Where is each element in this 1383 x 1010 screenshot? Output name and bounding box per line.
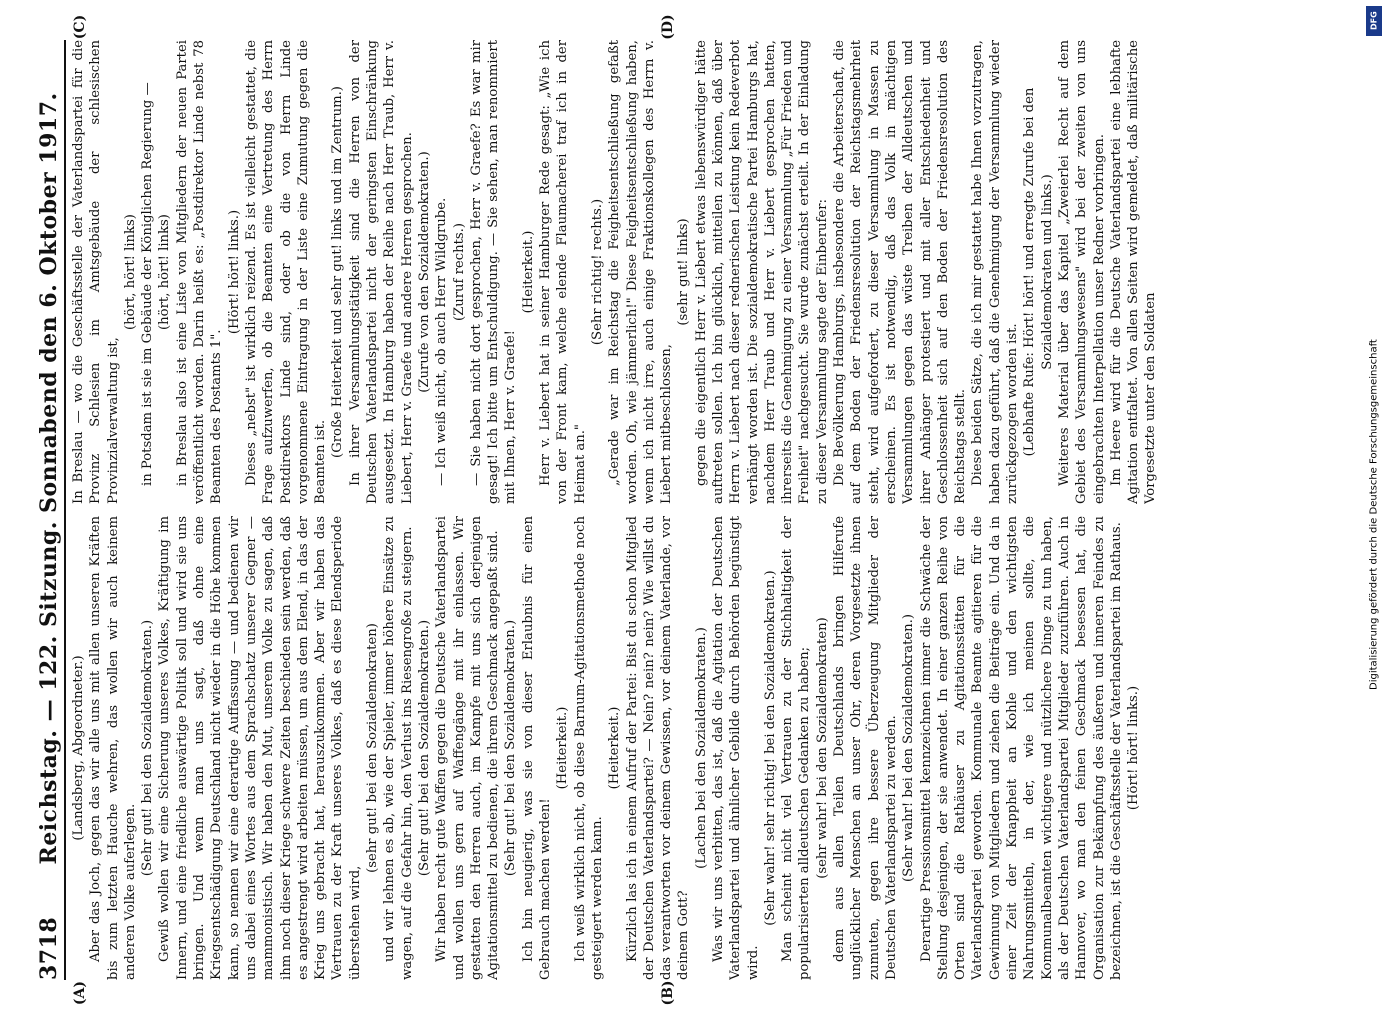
- paragraph: in Breslau also ist eine Liste von Mitgliedern der neuen Partei veröffentlicht worden. Darin heißt es: „Postdirektor Linde nebst 78 Beamten des Postamts 1".: [174, 40, 225, 504]
- paragraph: (Heiterkeit.): [555, 706, 571, 790]
- paragraph: (hört, hört! links): [122, 214, 138, 330]
- paragraph: (sehr gut! links): [676, 218, 692, 326]
- paragraph: (Sehr gut! bei den Sozialdemokraten.): [503, 619, 519, 877]
- paragraph: (Lachen bei den Sozialdemokraten.): [693, 627, 709, 869]
- paragraph: (Heiterkeit.): [607, 706, 623, 790]
- paragraph: Ich bin neugierig, was sie von dieser Erlaubnis für einen Gebrauch machen werden!: [520, 516, 554, 980]
- paragraph: Diese beiden Sätze, die ich mir gestattet habe Ihnen vorzutragen, haben dazu geführt, daß die Genehmigung der Versammlung wieder zurückgezogen worden ist.: [970, 40, 1021, 504]
- paragraph: (Zurufe von den Sozialdemokraten.): [416, 151, 432, 393]
- digitization-credit: Digitalisierung gefördert durch die Deutsche Forschungsgemeinschaft: [1368, 339, 1380, 691]
- margin-mark-d: (D): [660, 14, 676, 40]
- paragraph: — Ich weiß nicht, ob auch Herr Wildgrube.: [434, 197, 450, 486]
- right-column: [70, 40, 1340, 504]
- paragraph: (hört, hört! links): [157, 214, 173, 330]
- paragraph: Weiteres Material über das Kapitel „Zweierlei Recht auf dem Gebiet des Versammlungswesens" wird bei der zweiten von uns eingebrachten Interpellation unser Redner vorbringen.: [1056, 40, 1107, 504]
- paragraph: (Zuruf rechts.): [451, 222, 467, 322]
- paragraph: Aber das Joch, gegen das wir alle uns mit allen unseren Kräften bis zum letzten Hauche wehren, das wollen wir auch keinem anderen Volke auferlegen.: [88, 516, 138, 980]
- paragraph: Die Bevölkerung Hamburgs, insbesondere die Arbeiterschaft, die auf dem Boden der Friedensresolution der Reichstagsmehrheit steht, wird aufgefordert, zu dieser Versammlung in Massen zu erscheinen. Es ist notwendig, daß das Volk in mächtigen Versammlungen gegen das wüste Treiben der Alldeutschen und ihrer Anhänger protestiert und mit aller Entschiedenheit und Geschlossenheit sich auf den Boden der Friedensresolution des Reichstags stellt.: [832, 40, 969, 504]
- paragraph: (Sehr wahr! sehr richtig! bei den Sozialdemokraten.): [762, 570, 778, 926]
- paragraph: (Heiterkeit.): [520, 230, 536, 314]
- paragraph: Was wir uns verbitten, das ist, daß die Agitation der Deutschen Vaterlandspartei und ähnlicher Gebilde durch Behörden begünstigt wird.: [710, 516, 761, 980]
- paragraph: (Sehr gut! bei den Sozialdemokraten.): [140, 619, 156, 877]
- paragraph: (Sehr wahr! bei den Sozialdemokraten.): [901, 614, 917, 882]
- paragraph: Ich weiß wirklich nicht, ob diese Barnum-Agitationsmethode noch gesteigert werden kann.: [572, 516, 605, 980]
- margin-mark-b: (B): [660, 980, 676, 1006]
- paragraph: Gewiß wollen wir eine Sicherung unseres Volkes, Kräftigung im Innern, und eine friedliche auswärtige Politik soll und wird sie uns bringen. Und wenn man uns sagt, daß ohne eine Kriegsentschädigung Deutschland nicht wieder in die Höhe kommen kann, so nennen wir eine derartige Auffassung — und bedienen wir uns dabei eines Wortes aus dem Sprachschatz unserer Gegner — mammonistisch. Wir haben den Mut, unserem Volke zu sagen, daß ihm noch dieser Kriege schwere Zeiten beschieden sein werden, daß es angestrengt wird arbeiten müssen, um aus dem Elend, in das der Krieg uns gebracht hat, herauszukommen. Aber wir haben das Vertrauen zu der Kraft unseres Volkes, daß es diese Elendsperiode überstehen wird,: [157, 516, 363, 980]
- paragraph: Derartige Pressionsmittel kennzeichnen immer die Schwäche der Stellung desjenigen, der sie anwendet. In einer ganzen Reihe von Orten sind die Rathäuser zu Agitationsstätten für die Vaterlandspartei geworden. Kommunale Beamte agitieren für die Gewinnung von Mitgliedern und ziehen die Beiträge ein. Und da in einer Zeit der Knappheit an Kohle und den wichtigsten Nahrungsmitteln, in der, wie ich meinen sollte, die Kommunalbeamten wichtigere und nützlichere Dinge zu tun haben, als der Deutschen Vaterlandspartei Mitglieder zuzuführen. Auch in Hannover, wo man den feinen Geschmack besessen hat, die Organisation zur Bekämpfung des äußeren und inneren Feindes zu bezeichnen, ist die Geschäftsstelle der Vaterlandspartei im Rathaus.: [918, 516, 1124, 980]
- page-title: Reichstag. — 122. Sitzung. Sonnabend den 6. Oktober 1917.: [36, 92, 62, 865]
- paragraph: (Sehr richtig! rechts.): [589, 198, 605, 346]
- paragraph: denn aus allen Teilen Deutschlands bringen Hilferufe unglücklicher Menschen an unser Ohr, deren Vorgesetzte ihnen zumuten, gegen ihre bessere Überzeugung Mitglieder der Deutschen Vaterlandspartei zu werden.: [832, 516, 899, 980]
- paragraph: (sehr wahr! bei den Sozialdemokraten): [814, 617, 830, 879]
- paragraph: (Hört! hört! links.): [1126, 685, 1142, 811]
- paragraph: „Gerade war im Reichstag die Feigheitsentschließung gefaßt worden. Oh, wie jämmerlich!" Diese Feigheitsentschließung haben, wenn ich nicht irre, auch einige Fraktionskollegen des Herrn v. Liebert mitbeschlossen,: [607, 40, 675, 504]
- paragraph: (Lebhafte Rufe: Hört! hört! und erregte Zurufe bei den Sozialdemokraten und links.): [1022, 87, 1055, 457]
- paragraph: In ihrer Versammlungstätigkeit sind die Herren von der Deutschen Vaterlandspartei nicht der geringsten Einschränkung ausgesetzt. In Hamburg haben der Reihe nach Herr Traub, Herr v. Liebert, Herr v. Graefe und andere Herren gesprochen.: [347, 40, 415, 504]
- paragraph: und wir lehnen es ab, wie der Spieler, immer höhere Einsätze zu wagen, auf die Gefahr hin, den Verlust ins Riesengroße zu steigern.: [382, 516, 415, 980]
- dfg-logo: DFG: [1366, 6, 1382, 36]
- paragraph: Wir haben recht gute Waffen gegen die Deutsche Vaterlandspartei und wollen uns gern auf Waffengänge mit ihr einlassen. Wir gestatten den Herren auch, im Kampfe mit uns sich derjenigen Agitationsmittel zu bedienen, die ihrem Geschmack angepaßt sind.: [434, 516, 502, 980]
- paragraph: Herr v. Liebert hat in seiner Hamburger Rede gesagt: „Wie ich von der Front kam, welche elende Flaumacherei traf ich in der Heimat an.": [538, 40, 588, 504]
- paragraph: in Potsdam ist sie im Gebäude der Königlichen Regierung —: [140, 82, 156, 486]
- paragraph: — Sie haben nicht dort gesprochen, Herr v. Graefe? Es war mir gesagt! Ich bitte um Entschuldigung. — Sie sehen, man renommiert mit Ihnen, Herr v. Graefe!: [468, 40, 519, 504]
- columns: [70, 40, 1340, 980]
- paragraph: Man scheint nicht viel Vertrauen zu der Stichhaltigkeit der popularisierten alldeutschen Gedanken zu haben;: [780, 516, 813, 980]
- margin-mark-c: (C): [72, 14, 88, 40]
- paragraph: Kürzlich las ich in einem Aufruf der Partei: Bist du schon Mitglied der Deutschen Vaterlandspartei? — Nein? nein? nein? Wie willst du das verantworten vor deinem Gewissen, vor deinem Vaterlande, vor deinem Gott?: [624, 516, 692, 980]
- paragraph: Dieses „nebst" ist wirklich reizend. Es ist vielleicht gestattet, die Frage aufzuwerfen, ob die Beamten eine Vertretung des Herrn Postdirektors Linde sind, oder ob die von Herrn Linde vorgenommene Eintragung in der Liste eine Zumutung gegen die Beamten ist.: [243, 40, 329, 504]
- paragraph: gegen die eigentlich Herr v. Liebert etwas liebenswürdiger hätte auftreten sollen. Ich bin glücklich, mitteilen zu können, daß über Herrn v. Liebert nach dieser rednerischen Leistung kein Redeverbot verhängt worden ist. Die sozialdemokratische Partei Hamburgs hat, nachdem Herr Traub und Herr v. Liebert gesprochen hatten, ihrerseits die Genehmigung zu einer Versammlung „Für Frieden und Freiheit" nachgesucht. Sie wurde zunächst erteilt. In der Einladung zu dieser Versammlung sagte der Einberufer:: [693, 40, 830, 504]
- paragraph: (Hört! hört! links.): [226, 209, 242, 335]
- rotated-page: [20, 10, 1350, 1010]
- page-number: 3718: [36, 916, 62, 980]
- margin-mark-a: (A): [72, 980, 88, 1006]
- paragraph: (sehr gut! bei den Sozialdemokraten): [365, 623, 381, 873]
- paragraph: (Sehr gut! bei den Sozialdemokraten.): [416, 619, 432, 877]
- left-column: [70, 516, 1340, 980]
- page-header: [28, 40, 66, 980]
- paragraph: Im Heere wird für die Deutsche Vaterlandspartei eine lebhafte Agitation entfaltet. Von allen Seiten wird gemeldet, daß militärische Vorgesetzte unter den Soldaten: [1108, 40, 1159, 504]
- paragraph: In Breslau — wo die Geschäftsstelle der Vaterlandspartei für die Provinz Schlesien im Amtsgebäude der schlesischen Provinzialverwaltung ist,: [71, 40, 121, 504]
- paragraph: (Landsberg, Abgeordneter.): [71, 655, 86, 841]
- paragraph: (Große Heiterkeit und sehr gut! links und im Zentrum.): [330, 86, 346, 458]
